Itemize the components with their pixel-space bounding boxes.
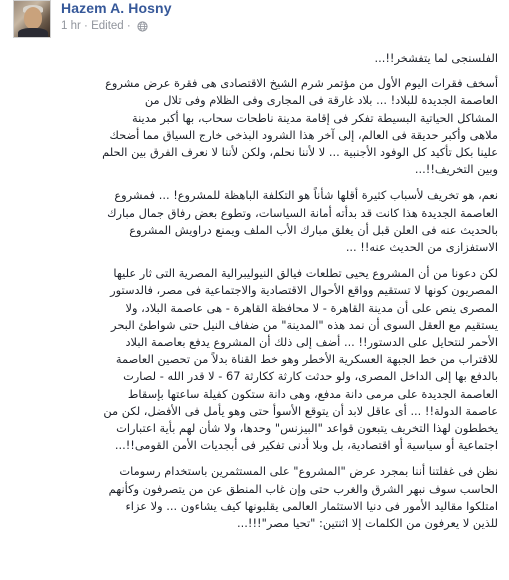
edited-label[interactable]: Edited: [91, 20, 124, 32]
post-paragraph: نظن فى غفلتنا أننا بمجرد عرض "المشروع" على المستثمرين باستخدام رسومات الحاسب سوف نبهر الشرق والغرب حتى وإن غاب المنطق عن من يتصرفون وكأنهم امتلكوا مقاليد الأمور فى دنيا الاستثمار العالمى يقلبونها كيف يشاءون ... ولا عزاء للذين لا يعرفون من الكلمات إلا اثنتين: "تحيا مصر"!!!...: [108, 464, 498, 531]
avatar-shirt: [18, 28, 48, 38]
post-timestamp[interactable]: 1 hr: [61, 20, 81, 32]
post-paragraph-title: الفلسنجى لما يتفشخر!!...: [374, 51, 498, 65]
post-paragraph: نعم، هو تخريف لأسباب كثيرة أقلها شأناً هو التكلفة الباهظة للمشروع! ... فمشروع العاصمة الجديدة هذا كانت قد بدأته أمانة السياسات، وتطوع بعض رفاق جمال مبارك بالحديث عنه فى العلن قبل أن يغلق مبارك الأب الملف ويمنع دراويش المشروع الاستفزازى من الحديث عنه!! ...: [107, 188, 498, 255]
avatar-face: [24, 7, 42, 29]
post-paragraph: أسخف فقرات اليوم الأول من مؤتمر شرم الشيخ الاقتصادى هى فقرة عرض مشروع العاصمة الجديدة للبلاد! ... بلاد غارقة فى المجارى وفى الظلام وفى تلال من المشاكل الحياتية البسيطة تفكر فى إقامة مدينة ناطحات سحاب، بها أكبر مدينة ملاهى وأكبر حديقة فى العالم، إلى آخر هذا الشرود البذخى خارج السياق مما أضحك علينا بكل تأكيد كل الوفود الأجنبية ... لا لأننا نحلم، ولكن لأننا لا نعرف الفرق بين الحلم وبين التخريف!!...: [102, 76, 498, 177]
post-paragraph: لكن دعونا من أن المشروع يحيى تطلعات فيالق النيوليبرالية المصرية التى ثار عليها المصريون كونها لا تستقيم وواقع الأحوال الاقتصادية والاجتماعية فى مصر، فالدستور المصرى ينص على أن مدينة القاهرة - لا محافظة القاهرة - هى عاصمة البلاد، ولا يستقيم مع العقل السوى أن نمد هذه "المدينة" من ضفاف النيل حتى شواطئ البحر الأحمر لنتحايل على الدستور!! ... أضف إلى ذلك أن المشروع يدفع بعاصمة البلاد للاقتراب من خط الجبهة العسكرية الأخطر وهو خط القناة بدلاً من تحصين العاصمة بالدفع بها إلى الداخل المصرى، ولو حدثت كارثة ككارثة 67 - لا قدر الله - لصارت العاصمة الجديدة على مرمى دانة مدفع، وهى دانة ستكون كفيلة ساعتها بإسقاط عاصمة الدولة!! ... أى عاقل لابد أن يتوقع الأسوأ حتى وهو يأمل فى الأفضل، لكن من يخططون لهذا التخريف يتبعون قواعد "البيزنس" وحدها، ولا شأن لهم بأية اعتبارات اجتماعية أو سياسية أو اقتصادية، بل وبلا أدنى تفكير فى أبجديات الأمن القومى!!...: [103, 266, 498, 453]
meta-separator: ·: [84, 20, 88, 32]
author-name[interactable]: Hazem A. Hosny: [61, 0, 172, 16]
profile-avatar[interactable]: [13, 0, 51, 38]
meta-separator-2: ·: [126, 20, 131, 32]
post-meta: [61, 20, 148, 32]
post-body: [15, 50, 498, 541]
globe-icon[interactable]: [137, 21, 148, 32]
post-header: [0, 0, 509, 44]
